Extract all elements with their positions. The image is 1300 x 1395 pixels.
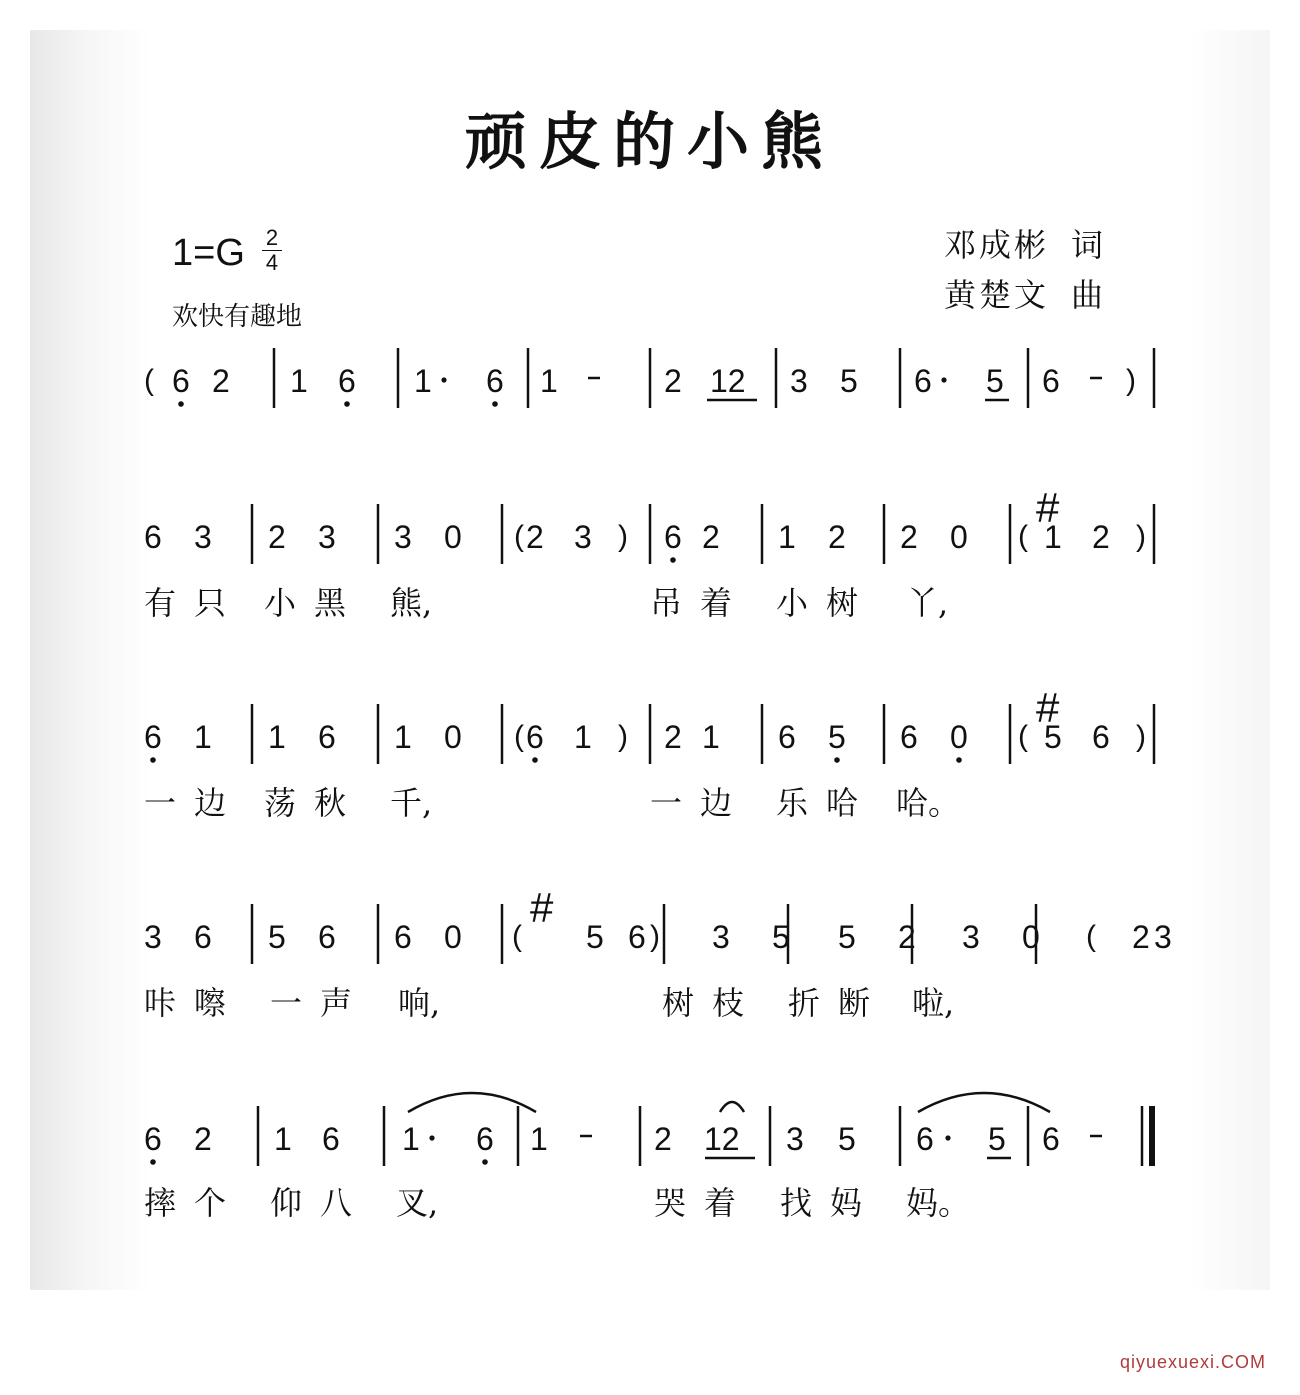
system-5-lyric: 妈。 [906, 1184, 971, 1222]
system-3-low-octave-dot [150, 757, 156, 763]
system-5-note: 2 [654, 1121, 672, 1157]
system-5-lyric: 找 [780, 1184, 813, 1222]
system-4-note: 0 [444, 919, 462, 955]
system-1-note: 6 [338, 363, 356, 399]
system-2-lyric: 只 [194, 584, 227, 622]
system-2-lyric: 丫, [906, 584, 949, 622]
system-4-note: 5 [268, 919, 286, 955]
system-5-slur [918, 1093, 1050, 1112]
system-4-note: 3 [712, 919, 730, 955]
system-3-note: 6 [144, 719, 162, 755]
time-numerator: 2 [262, 226, 282, 251]
system-3-low-octave-dot [956, 757, 962, 763]
system-2-lyric: 树 [826, 584, 859, 622]
song-title: 顽皮的小熊 [464, 105, 835, 178]
system-5-lyric: 着 [704, 1184, 737, 1222]
watermark: qiyuexuexi.COM [1119, 1352, 1266, 1372]
system-2-note: 2 [828, 519, 846, 555]
system-2-note: 2 [702, 519, 720, 555]
system-3-note: 6 [526, 719, 544, 755]
system-3-note: 5 [828, 719, 846, 755]
system-2-note: 0 [950, 519, 968, 555]
system-4-note: 0 [1022, 919, 1040, 955]
system-1-note: 2 [212, 363, 230, 399]
system-1-note: 6 [1042, 363, 1060, 399]
system-3-sharp-accidental: # [1036, 684, 1060, 731]
system-2-low-octave-dot [670, 557, 676, 563]
system-2-lyric: 着 [700, 584, 733, 622]
system-3-note: 5 [1044, 719, 1062, 755]
system-5-lyric: 摔 [144, 1184, 177, 1222]
system-4-bracket: ( [1086, 920, 1096, 953]
system-2-note: 2 [900, 519, 918, 555]
lyricist-name: 邓成彬 [944, 226, 1050, 264]
lyricist-role: 词 [1071, 226, 1107, 264]
system-1-augmentation-dot [941, 377, 946, 382]
system-1-note: 1 [540, 363, 558, 399]
system-4-lyric: 一 [270, 984, 303, 1022]
system-4-lyric: 声 [320, 984, 353, 1022]
system-3-lyric: 哈。 [896, 784, 961, 822]
system-5-low-octave-dot [150, 1159, 156, 1165]
system-4-note: 5 [586, 919, 604, 955]
system-5-note: 5 [838, 1121, 856, 1157]
system-2-note: 1 [1044, 519, 1062, 555]
system-2-note: 2 [1092, 519, 1110, 555]
system-4-note: 6 [194, 919, 212, 955]
system-4-lyric: 咔 [144, 984, 177, 1022]
system-4-lyric: 啦, [912, 984, 955, 1022]
system-3-note: 6 [1092, 719, 1110, 755]
system-5-low-octave-dot [482, 1159, 488, 1165]
system-3-lyric: 乐 [776, 784, 809, 822]
system-2-note: 3 [574, 519, 592, 555]
system-5-lyric: 仰 [270, 1184, 303, 1222]
system-2-note: 1 [778, 519, 796, 555]
system-5-lyric: 妈 [830, 1184, 863, 1222]
system-3-lyric: 千, [390, 784, 433, 822]
system-1-bracket: ) [1126, 364, 1136, 397]
system-1-note: 1 [414, 363, 432, 399]
system-2-note: 6 [144, 519, 162, 555]
system-1-note: 12 [710, 363, 746, 399]
system-4-lyric: 树 [662, 984, 695, 1022]
system-3-lyric: 边 [700, 784, 733, 822]
system-3-lyric: 哈 [826, 784, 859, 822]
system-5-lyric: 八 [320, 1184, 353, 1222]
composer-name: 黄楚文 [944, 276, 1050, 314]
system-4-note: 6 [394, 919, 412, 955]
system-1-low-octave-dot [178, 401, 184, 407]
system-4-note: 3 [144, 919, 162, 955]
system-3-lyric: 荡 [264, 784, 297, 822]
system-2-note: 6 [664, 519, 682, 555]
tempo-marking: 欢快有趣地 [172, 302, 303, 332]
system-4-note: 6 [318, 919, 336, 955]
system-2-bracket: ) [1136, 520, 1146, 553]
system-3-lyric: 一 [650, 784, 683, 822]
system-4-bracket: ) [650, 920, 660, 953]
system-5-note: 1 [402, 1121, 420, 1157]
system-2-note: 3 [318, 519, 336, 555]
system-5-note: 6 [322, 1121, 340, 1157]
system-1-note: 1 [290, 363, 308, 399]
system-2-lyric: 黑 [314, 584, 347, 622]
system-2-note: 0 [444, 519, 462, 555]
system-3-lyric: 秋 [314, 784, 347, 822]
system-3-note: 1 [574, 719, 592, 755]
system-1-note: 2 [664, 363, 682, 399]
system-2-lyric: 有 [144, 584, 177, 622]
system-4-note: 5 [772, 919, 790, 955]
system-5-note: 6 [916, 1121, 934, 1157]
system-2-lyric: 吊 [650, 584, 683, 622]
system-2-lyric: 熊, [390, 584, 433, 622]
system-3-bracket: ( [514, 720, 524, 753]
system-5-lyric: 叉, [396, 1184, 439, 1222]
system-5-augmentation-dot [945, 1135, 950, 1140]
system-3-note: 6 [318, 719, 336, 755]
system-2-note: 3 [194, 519, 212, 555]
time-denominator: 4 [265, 250, 279, 275]
system-5-note: 1 [530, 1121, 548, 1157]
system-1-bracket: ( [144, 364, 154, 397]
system-4-sharp-accidental: # [530, 884, 554, 931]
system-4-bracket: ( [512, 920, 522, 953]
system-3-low-octave-dot [532, 757, 538, 763]
system-3-note: 6 [778, 719, 796, 755]
system-2-note: 2 [526, 519, 544, 555]
system-1-note: 6 [486, 363, 504, 399]
system-3-note: 1 [268, 719, 286, 755]
system-3-note: 0 [444, 719, 462, 755]
system-2-bracket: ) [618, 520, 628, 553]
system-5-note: 3 [786, 1121, 804, 1157]
system-3-note: 1 [394, 719, 412, 755]
system-3-note: 1 [194, 719, 212, 755]
system-4-lyric: 枝 [712, 984, 745, 1022]
system-3-note: 2 [664, 719, 682, 755]
system-4-lyric: 断 [838, 984, 871, 1022]
system-5-note: 6 [144, 1121, 162, 1157]
system-1-low-octave-dot [344, 401, 350, 407]
system-3-lyric: 一 [144, 784, 177, 822]
system-5-note: 6 [476, 1121, 494, 1157]
system-1-note: 6 [172, 363, 190, 399]
system-1-note: 5 [840, 363, 858, 399]
system-5-note: 12 [704, 1121, 740, 1157]
system-1-note: 5 [986, 363, 1004, 399]
system-5-note: 5 [988, 1121, 1006, 1157]
system-2-sharp-accidental: # [1036, 484, 1060, 531]
system-2-bracket: ( [514, 520, 524, 553]
system-5-tie-arc [720, 1102, 744, 1112]
system-3-lyric: 边 [194, 784, 227, 822]
system-3-note: 6 [900, 719, 918, 755]
system-1-note: 6 [914, 363, 932, 399]
system-4-note: 3 [1154, 919, 1172, 955]
system-5-augmentation-dot [429, 1135, 434, 1140]
system-5-note: 2 [194, 1121, 212, 1157]
key-signature: 1=G [172, 232, 245, 274]
composer-role: 曲 [1071, 276, 1107, 314]
system-1-augmentation-dot [441, 377, 446, 382]
system-2-note: 2 [268, 519, 286, 555]
system-4-note: 2 [898, 919, 916, 955]
system-3-note: 1 [702, 719, 720, 755]
system-3-bracket: ) [618, 720, 628, 753]
system-3-bracket: ) [1136, 720, 1146, 753]
system-3-note: 0 [950, 719, 968, 755]
system-1-low-octave-dot [492, 401, 498, 407]
system-3-low-octave-dot [834, 757, 840, 763]
system-1-note: 3 [790, 363, 808, 399]
system-2-lyric: 小 [776, 584, 809, 622]
system-5-note: 1 [274, 1121, 292, 1157]
system-4-note: 2 [1132, 919, 1150, 955]
system-2-bracket: ( [1018, 520, 1028, 553]
system-5-note: 6 [1042, 1121, 1060, 1157]
system-4-note: 6 [628, 919, 646, 955]
system-4-note: 5 [838, 919, 856, 955]
system-5-lyric: 哭 [654, 1184, 687, 1222]
system-3-bracket: ( [1018, 720, 1028, 753]
system-4-lyric: 折 [788, 984, 821, 1022]
system-2-note: 3 [394, 519, 412, 555]
system-4-lyric: 响, [398, 984, 441, 1022]
system-5-lyric: 个 [194, 1184, 227, 1222]
system-4-lyric: 嚓 [194, 984, 227, 1022]
system-2-lyric: 小 [264, 584, 297, 622]
system-4-note: 3 [962, 919, 980, 955]
